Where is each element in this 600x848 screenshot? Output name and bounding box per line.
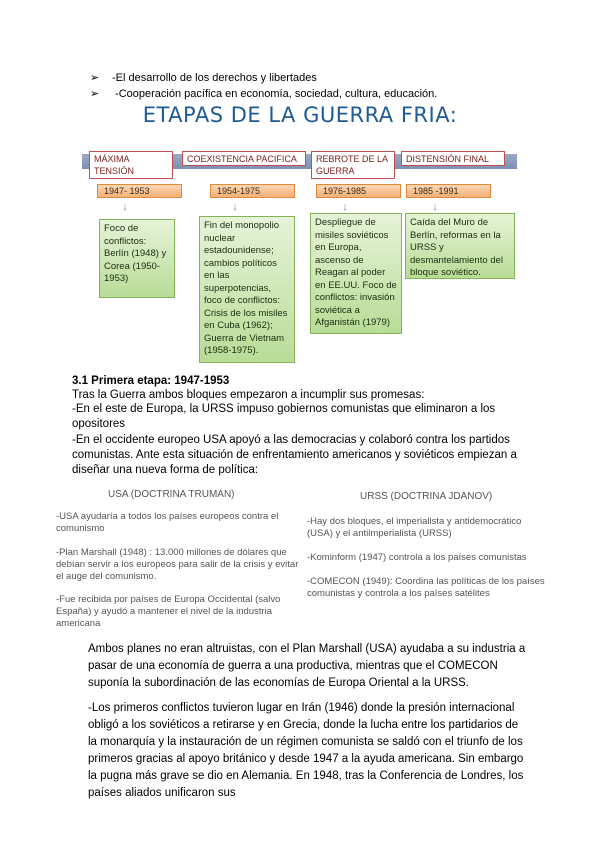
- page-title: ETAPAS DE LA GUERRA FRIA:: [142, 103, 458, 127]
- urss-doctrine-item: -Kominform (1947) controla a los países comunistas: [307, 552, 527, 563]
- arrow-down-icon: ↓: [432, 201, 438, 213]
- bullet-text: -Cooperación pacífica en economía, sociedad, cultura, educación.: [112, 88, 438, 100]
- stage-box: Fin del monopolio nuclear estadounidense; cambios políticos en las superpotencias, foco de conflictos: Crisis de los misiles en Cuba (1962); Guerra de Vietnam (1958-1975).: [199, 216, 295, 363]
- stage-years: 1954-1975: [210, 184, 295, 198]
- usa-doctrine-item: -USA ayudaría a todos los países europeos contra el comunismo: [56, 511, 279, 534]
- stage-header: COEXISTENCIA PACIFICA: [182, 151, 306, 166]
- stage-header: DISTENSIÓN FINAL: [401, 151, 505, 166]
- stage-header: MÁXIMA TENSIÓN: [89, 151, 173, 179]
- stage-years: 1947- 1953: [97, 184, 182, 198]
- stage-years: 1976-1985: [316, 184, 401, 198]
- arrow-bullet-icon: ➢: [90, 88, 100, 100]
- urss-doctrine-item: -Hay dos bloques, el imperialista y antidemocrático (USA) y el antiimperialista (URSS): [307, 516, 522, 539]
- body-paragraph: Ambos planes no eran altruistas, con el Plan Marshall (USA) ayudaba a su industria a pasar de una economía de guerra a una productiva, mientras que el COMECON suponía la subordinación de las economías de Europa Oriental a la URSS.: [88, 643, 526, 689]
- bullet-text: -El desarrollo de los derechos y libertades: [112, 72, 317, 84]
- arrow-down-icon: ↓: [122, 201, 128, 213]
- stage-box: Foco de conflictos: Berlín (1948) y Corea (1950-1953): [99, 219, 175, 298]
- usa-doctrine-item: -Fue recibida por países de Europa Occidental (salvo España) y ayudó a mantener el nivel de la industria americana: [56, 594, 281, 629]
- usa-doctrine-item: -Plan Marshall (1948) : 13.000 millones de dólares que debían servir a los europeos para salir de la crisis y evitar el auge del comunismo.: [56, 547, 299, 582]
- body-paragraph: -Los primeros conflictos tuvieron lugar en Irán (1946) donde la presión internacional obligó a los soviéticos a retirarse y en Grecia, donde la lucha entre los partidarios de la monarquía y la instauración de un régimen comunista se saldó con el triunfo de los primeros gracias al apoyo británico y desde 1947 a la ayuda americana. Sin embargo la pugna más grave se dio en Alemania. En 1948, tras la Conferencia de Londres, los países aliados unificaron sus: [88, 702, 524, 799]
- stage-header: REBROTE DE LA GUERRA: [311, 151, 395, 179]
- stage-box: Caída del Muro de Berlín, reformas en la URSS y desmantelamiento del bloque soviético.: [405, 213, 515, 279]
- stage-years: 1985 -1991: [406, 184, 491, 198]
- bullet-item: [90, 87, 437, 100]
- urss-doctrine-item: -COMECON (1949): Coordina las políticas de los países comunistas y controla a los países satélites: [307, 576, 545, 599]
- arrow-bullet-icon: ➢: [90, 72, 100, 84]
- section-text: -En el occidente europeo USA apoyó a las democracias y colaboró contra los partidos comunistas. Ante esta situación de enfrentamiento americanos y soviéticos empiezan a diseñar una nueva forma de política:: [72, 434, 517, 476]
- arrow-down-icon: ↓: [232, 201, 238, 213]
- urss-doctrine-title: URSS (DOCTRINA JDANOV): [360, 491, 493, 502]
- usa-doctrine-title: USA (DOCTRINA TRUMAN): [108, 489, 235, 500]
- section-text: Tras la Guerra ambos bloques empezaron a incumplir sus promesas:: [72, 389, 425, 401]
- section-text: -En el este de Europa, la URSS impuso gobiernos comunistas que eliminaron a los opositores: [72, 403, 496, 430]
- arrow-down-icon: ↓: [342, 201, 348, 213]
- section-heading: 3.1 Primera etapa: 1947-1953: [72, 375, 230, 387]
- stage-box: Despliegue de misiles soviéticos en Europa, ascenso de Reagan al poder en EE.UU. Foco de conflictos: invasión soviética a Afganistán (1979): [310, 213, 402, 334]
- bullet-item: [90, 71, 317, 84]
